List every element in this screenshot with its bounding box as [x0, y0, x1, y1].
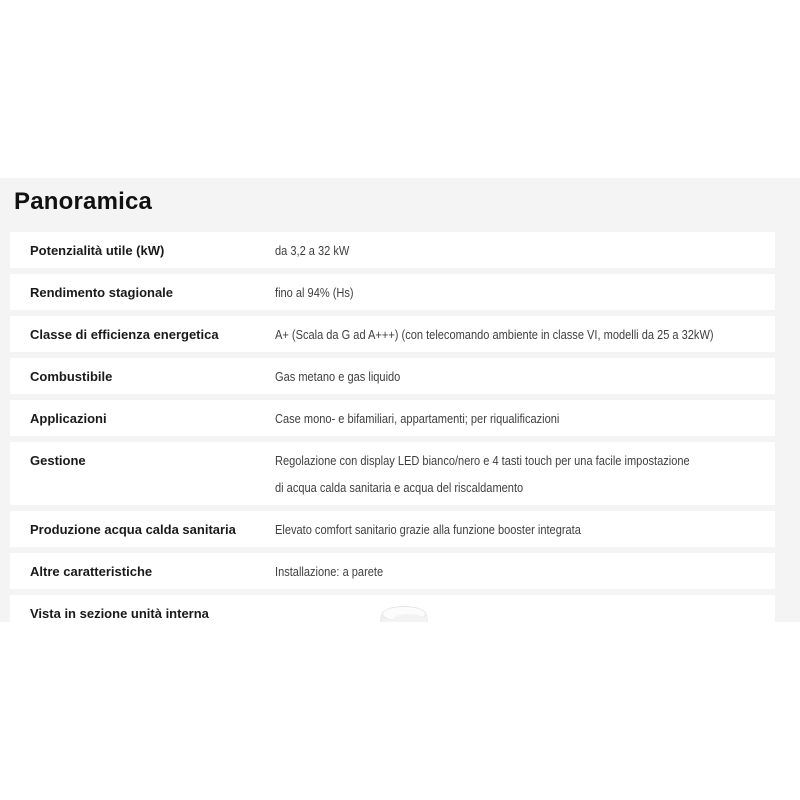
- spec-row-label: Produzione acqua calda sanitaria: [30, 521, 236, 537]
- spec-row: [10, 358, 775, 394]
- spec-row-label: Combustibile: [30, 368, 113, 384]
- spec-row-value: [275, 516, 775, 543]
- spec-row-value: [275, 600, 775, 623]
- spec-row: [10, 316, 775, 352]
- spec-row-value-text: da 3,2 a 32 kW: [275, 242, 350, 258]
- spec-row-value-text: Elevato comfort sanitario grazie alla funzione booster integrata: [275, 521, 581, 537]
- spec-row-label: Vista in sezione unità interna: [30, 605, 209, 621]
- spec-row-value-text: Regolazione con display LED bianco/nero e 4 tasti touch per una facile impostazione di acqua calda sanitaria e acqua del riscaldamento: [275, 452, 690, 495]
- spec-row-label: Applicazioni: [30, 410, 107, 426]
- spec-row-value-text: A+ (Scala da G ad A+++) (con telecomando ambiente in classe VI, modelli da 25 a 32kW): [275, 326, 714, 342]
- spec-row-label: Rendimento stagionale: [30, 284, 174, 300]
- spec-row-value-text: Gas metano e gas liquido: [275, 368, 401, 384]
- spec-row: [10, 232, 775, 268]
- spec-row-value: [275, 447, 775, 501]
- spec-row-value-text: Case mono- e bifamiliari, appartamenti; per riqualificazioni: [275, 410, 560, 426]
- spec-row-value: [275, 279, 775, 306]
- boiler-pipe-cap: [382, 606, 426, 622]
- spec-row: [10, 400, 775, 436]
- spec-row-value: [275, 405, 775, 432]
- spec-row: [10, 553, 775, 589]
- boiler-cutaway-image: [378, 602, 498, 623]
- spec-row-value: [275, 321, 775, 348]
- spec-row: [10, 595, 775, 622]
- section-title: Panoramica: [14, 188, 153, 215]
- spec-row-label: Classe di efficienza energetica: [30, 326, 219, 342]
- spec-row-label: Potenzialità utile (kW): [30, 242, 165, 258]
- spec-row-label: Gestione: [30, 452, 86, 468]
- boiler-pipe-cap-inner: [393, 614, 425, 623]
- spec-row-label: Altre caratteristiche: [30, 563, 153, 579]
- spec-row-value: [275, 237, 775, 264]
- spec-row: [10, 442, 775, 505]
- spec-row-value: [275, 558, 775, 585]
- spec-row-value-text: fino al 94% (Hs): [275, 284, 354, 300]
- spec-table: [0, 232, 800, 622]
- overview-section: [0, 178, 800, 622]
- spec-row: [10, 274, 775, 310]
- spec-row-value-text: Installazione: a parete: [275, 563, 384, 579]
- spec-row-value: [275, 363, 775, 390]
- spec-row: [10, 511, 775, 547]
